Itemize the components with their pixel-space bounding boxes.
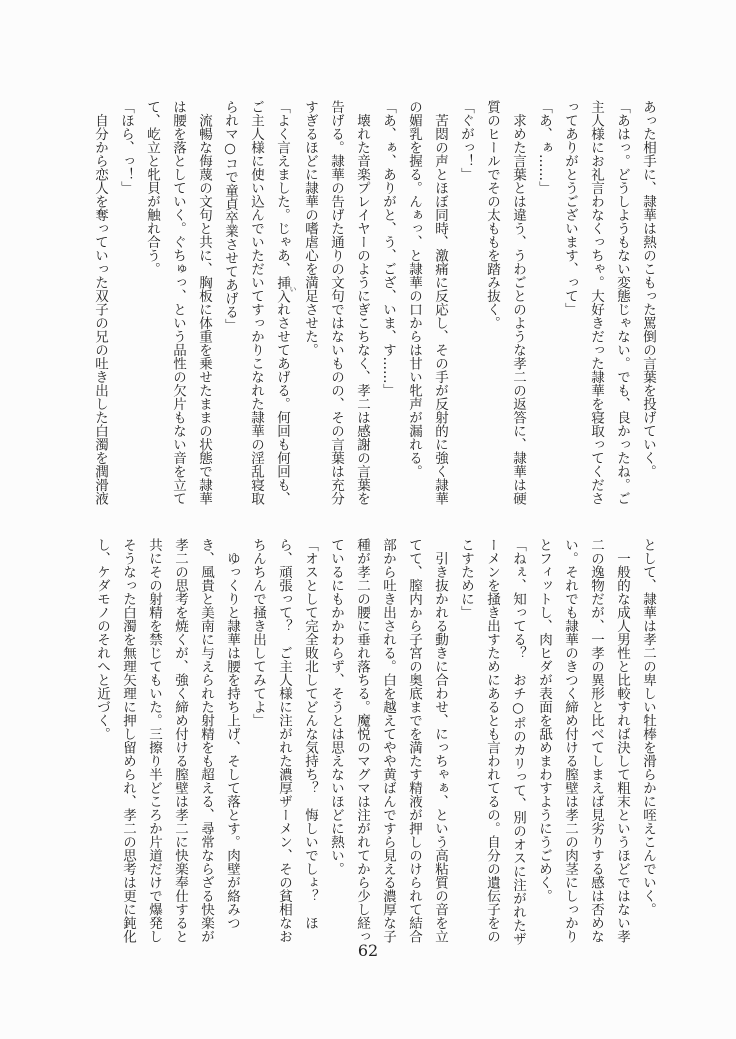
text-column: 告げる。隷華の告げた通りの文句ではないものの、その言葉は充分: [328, 100, 344, 505]
text-block-bottom: [83, 538, 661, 950]
text-column: 引き抜かれる動きに合わせ、にっちゃぁ、という高粘質の音を立: [432, 538, 448, 943]
text-column: 「ねぇ、知ってる？ おチ○ポのカリって、別のオスに注がれたザ: [510, 538, 526, 946]
text-column: 共にその射精を禁じてもいた。三擦り半どころか片道だけで爆発し: [146, 538, 162, 943]
text-column: 「ぐがっ！」: [458, 100, 474, 181]
text-column: られマ○コで童貞卒業させてあげる」: [222, 100, 238, 332]
text-column: 二の逸物だが、一孝の異形と比べてしまえば見劣りする感は否めな: [588, 538, 604, 943]
text-column: て、屹立と牝貝が触れ合う。: [144, 100, 160, 276]
text-column: 「あはっ。どうしようもない変態じゃない。でも、良かったね。ご: [614, 100, 630, 505]
text-column: 「あ、ぁ……」: [536, 100, 552, 195]
text-column: の媚乳を握る。んぁっ、と隷華の口からは甘い牝声が漏れる。: [406, 100, 422, 478]
text-column: こすために」: [458, 538, 474, 619]
text-block-top: [83, 100, 661, 512]
text-column: ご主人様に使い込んでいただいてすっかりこなれた隷華の淫乱寝取: [248, 100, 264, 505]
text-column: 主人様にお礼言わなくっちゃ。大好きだった隷華を寝取ってくださ: [588, 100, 604, 505]
text-column: ら、頑張って？ ご主人様に注がれた濃厚ザーメン、その貧相なお: [276, 538, 292, 943]
text-column: 「ほら、っ！」: [118, 100, 134, 195]
text-column: 「あ、ぁ、ありがと、う、ござ、いま、す……」: [380, 100, 396, 397]
text-column: 「オスとして完全敗北してどんな気持ち？ 悔しいでしょ？ ほ: [302, 538, 318, 930]
text-column: そうなった白濁を無理矢理に押し留められ、孝二の思考は更に鈍化: [120, 538, 136, 943]
text-column: として、隷華は孝二の卑しい牡棒を滑らかに咥えこんでいく。: [640, 538, 656, 916]
text-column: 一般的な成人男性と比較すれば決して粗末というほどではない孝: [614, 538, 630, 943]
text-column: 苦悶の声とほぼ同時、激痛に反応し、その手が反射的に強く隷華: [432, 100, 448, 505]
text-column: は腰を落としていく。ぐちゅっ、という品性の欠片もない音を立て: [170, 100, 186, 505]
page-number: 62: [357, 941, 379, 960]
text-column: すぎるほどに隷華の嗜虐心を満足させた。: [302, 100, 318, 357]
text-column: 流暢な侮蔑の文句と共に、胸板に体重を乗せたままの状態で隷華: [196, 100, 212, 505]
text-column: とフィットし、肉ヒダが表面を舐めまわすようにうごめく。: [536, 538, 552, 903]
text-column: ってありがとうございます、って」: [562, 100, 578, 316]
text-column: 部から吐き出される。白を越えてやや黄ばんですら見える濃厚な子: [380, 538, 396, 943]
text-column: 壊れた音楽プレイヤーのようにぎこちなく、孝二は感謝の言葉を: [354, 100, 370, 505]
text-column: ゆっくりと隷華は腰を持ち上げ、そして落とす。肉壁が絡みつ: [224, 538, 240, 930]
text-column: ているにもかかわらず、そうとは思えないほどに熱い。: [328, 538, 344, 876]
text-column: ーメンを掻き出すためにあるとも言われてるの。自分の遺伝子をの: [484, 538, 500, 943]
text-column: い。それでも隷華のきつく締め付ける膣壁は孝二の肉茎にしっかり: [562, 538, 578, 943]
text-column: 「よく言えました。じゃあ、挿入 いれさせてあげる。何回も何回も、: [274, 100, 297, 505]
text-column: てて、膣内から子宮の奥底までを満たす精液が押しのけられて結合: [406, 538, 422, 943]
text-column: し、ケダモノのそれへと近づく。: [94, 538, 110, 741]
text-column: ちんちんで掻き出してみてよ」: [250, 538, 266, 727]
text-column: 求めた言葉とは違う、うわごとのような孝二の返答に、隷華は硬: [510, 100, 526, 505]
text-column: 自分から恋人を奪っていった双子の兄の吐き出した白濁を潤滑液: [92, 100, 108, 505]
text-column: 孝二の思考を焼くが、強く締め付ける膣壁は孝二に快楽奉仕すると: [172, 538, 188, 943]
text-column: 種が孝二の腰に垂れ落ちる。魔悦のマグマは注がれてから少し経っ: [354, 538, 370, 943]
text-column: あった相手に、隷華は熱のこもった罵倒の言葉を投げていく。: [640, 100, 656, 478]
text-column: 質のヒールでその太ももを踏み抜く。: [484, 100, 500, 330]
text-column: き、風貴と美南に与えられた射精をも超える、尋常ならざる快楽が: [198, 538, 214, 943]
